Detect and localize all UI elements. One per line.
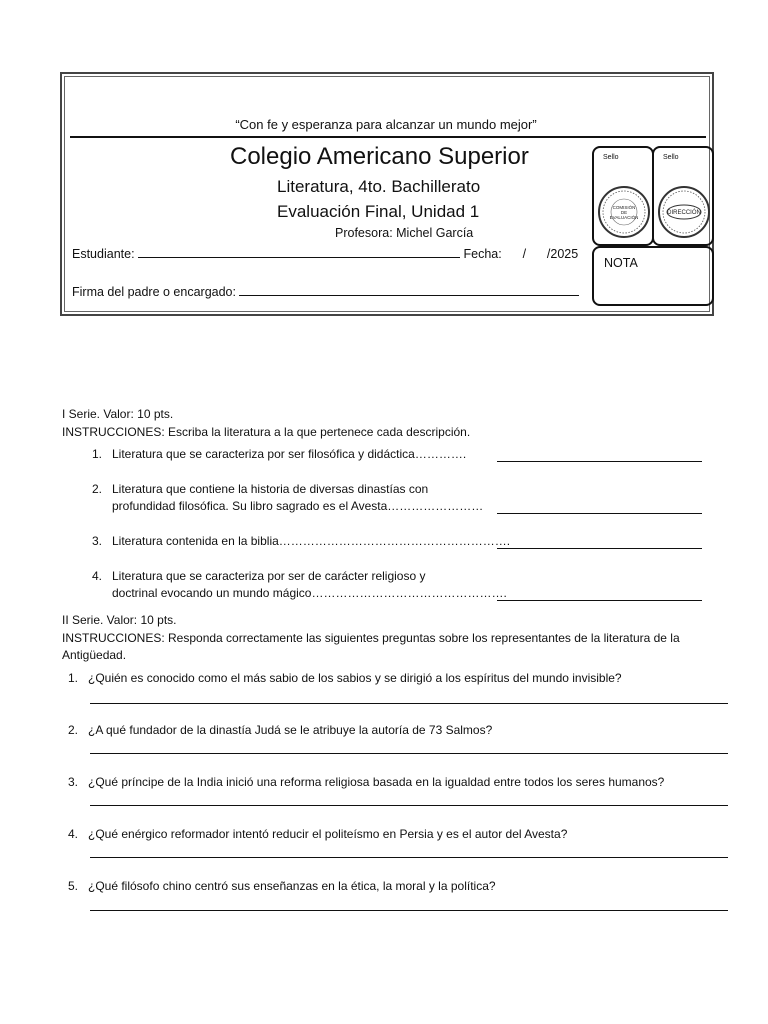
seal-box-direction bbox=[652, 146, 714, 246]
question-text: ¿Qué príncipe de la India inició una reforma religiosa basada en la igualdad entre todos los seres humanos? bbox=[88, 775, 665, 789]
svg-text:DE: DE bbox=[620, 210, 628, 215]
series-1-item bbox=[92, 568, 425, 584]
item-number: 4. bbox=[92, 569, 103, 583]
student-row bbox=[72, 245, 578, 262]
item-text: Literatura que contiene la historia de diversas dinastías con bbox=[112, 482, 429, 496]
item-number: 1. bbox=[92, 447, 103, 461]
series-2-instructions: INSTRUCCIONES: Responda correctamente las siguientes preguntas sobre los representantes de la literatura de la bbox=[62, 631, 680, 645]
answer-line[interactable] bbox=[497, 548, 702, 549]
item-number: 3. bbox=[92, 534, 103, 548]
parent-signature-label: Firma del padre o encargado: bbox=[72, 285, 236, 299]
parent-signature-row bbox=[72, 283, 579, 300]
grade-label: NOTA bbox=[604, 256, 638, 270]
question-number: 5. bbox=[68, 879, 79, 893]
question bbox=[68, 878, 496, 894]
question-number: 4. bbox=[68, 827, 79, 841]
series-2-instructions-continuation: Antigüedad. bbox=[62, 648, 127, 662]
item-text: Literatura que se caracteriza por ser filosófica y didáctica…………. bbox=[112, 447, 467, 461]
item-text-continuation: profundidad filosófica. Su libro sagrado es el Avesta…………………… bbox=[112, 499, 484, 513]
seal-box-evaluation bbox=[592, 146, 654, 246]
item-text: Literatura que se caracteriza por ser de carácter religioso y bbox=[112, 569, 426, 583]
item-text-continuation: doctrinal evocando un mundo mágico…………………………………………. bbox=[112, 586, 507, 600]
date-slash: / bbox=[522, 247, 527, 261]
series-1-item bbox=[92, 533, 510, 549]
svg-text:EVALUACIÓN: EVALUACIÓN bbox=[609, 215, 639, 220]
series-2-title: II Serie. Valor: 10 pts. bbox=[62, 613, 177, 627]
answer-line[interactable] bbox=[90, 910, 728, 911]
question-text: ¿Qué filósofo chino centró sus enseñanzas en la ética, la moral y la política? bbox=[88, 879, 496, 893]
item-text: Literatura contenida en la biblia…………………………………………………. bbox=[112, 534, 511, 548]
motto-divider bbox=[70, 136, 706, 138]
student-name-field[interactable] bbox=[138, 245, 460, 258]
question-number: 3. bbox=[68, 775, 79, 789]
question bbox=[68, 774, 664, 790]
svg-text:COMISIÓN: COMISIÓN bbox=[612, 205, 636, 210]
answer-line[interactable] bbox=[497, 513, 702, 514]
seal-label: Sello bbox=[663, 154, 679, 161]
grade-box[interactable] bbox=[592, 246, 714, 306]
teacher-name: Profesora: Michel García bbox=[335, 226, 474, 240]
exam-title: Evaluación Final, Unidad 1 bbox=[277, 202, 480, 221]
series-1-instructions: INSTRUCCIONES: Escriba la literatura a la que pertenece cada descripción. bbox=[62, 425, 471, 439]
question bbox=[68, 826, 567, 842]
answer-line[interactable] bbox=[497, 600, 702, 601]
question bbox=[68, 722, 492, 738]
school-name: Colegio Americano Superior bbox=[230, 143, 529, 170]
subject-title: Literatura, 4to. Bachillerato bbox=[277, 177, 481, 196]
svg-text:DIRECCIÓN: DIRECCIÓN bbox=[667, 210, 701, 216]
question-number: 2. bbox=[68, 723, 79, 737]
answer-line[interactable] bbox=[90, 805, 728, 806]
answer-line[interactable] bbox=[90, 703, 728, 704]
student-label: Estudiante: bbox=[72, 247, 135, 261]
item-number: 2. bbox=[92, 482, 103, 496]
series-1-title: I Serie. Valor: 10 pts. bbox=[62, 407, 174, 421]
answer-line[interactable] bbox=[90, 753, 728, 754]
direction-stamp-icon bbox=[657, 184, 711, 240]
evaluation-stamp-icon bbox=[597, 184, 651, 240]
question-number: 1. bbox=[68, 671, 79, 685]
question-text: ¿Qué enérgico reformador intentó reducir el politeísmo en Persia y es el autor del Avesta? bbox=[88, 827, 568, 841]
question-text: ¿Quién es conocido como el más sabio de los sabios y se dirigió a los espíritus del mundo invisible? bbox=[88, 671, 622, 685]
parent-signature-field[interactable] bbox=[239, 283, 579, 296]
seal-label: Sello bbox=[603, 154, 619, 161]
question-text: ¿A qué fundador de la dinastía Judá se le atribuye la autoría de 73 Salmos? bbox=[88, 723, 493, 737]
answer-line[interactable] bbox=[497, 461, 702, 462]
question bbox=[68, 670, 622, 686]
series-1-item bbox=[92, 481, 428, 497]
series-1-item bbox=[92, 446, 466, 462]
school-motto: “Con fe y esperanza para alcanzar un mundo mejor” bbox=[235, 117, 537, 132]
date-label: Fecha: bbox=[463, 247, 502, 261]
date-year: /2025 bbox=[546, 247, 579, 261]
answer-line[interactable] bbox=[90, 857, 728, 858]
